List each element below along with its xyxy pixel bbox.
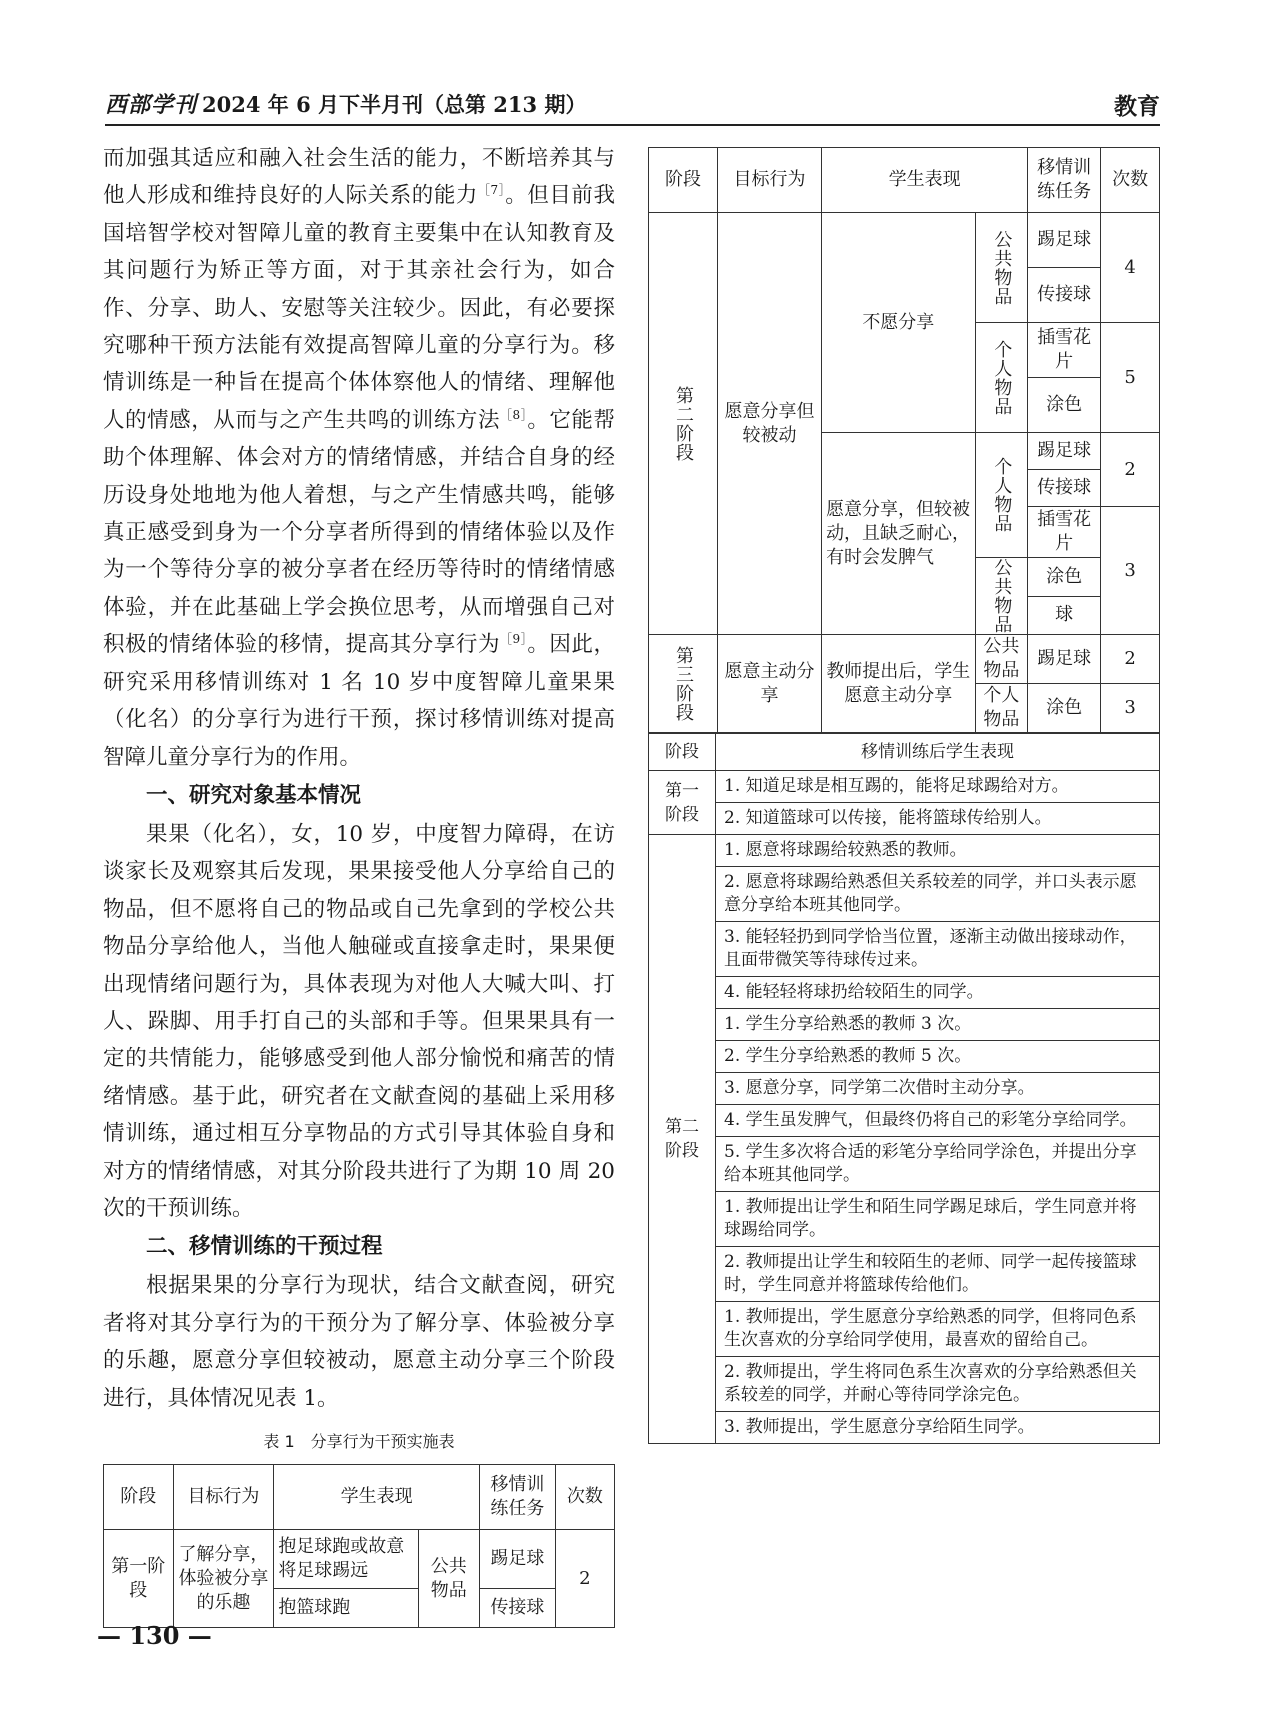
list-item: 4. 能轻轻将球扔给较陌生的同学。 bbox=[716, 977, 1160, 1009]
list-item: 2. 知道篮球可以传接，能将篮球传给别人。 bbox=[716, 803, 1160, 835]
list-item: 1. 教师提出让学生和陌生同学踢足球后，学生同意并将球踢给同学。 bbox=[716, 1192, 1160, 1247]
paragraph-2: 果果（化名），女，10 岁，中度智力障碍，在访谈家长及观察其后发现，果果接受他人分享给自己的物品，但不愿将自己的物品或自己先拿到的学校公共物品分享给他人，当他人触碰或直接拿走时，果果便出现情绪问题行为，具体表现为对他人大喊大叫、打人、跺脚、用手打自己的头部和手等。但果果具有一定的共情能力，能够感受到他人部分愉悦和痛苦的情绪情感。基于此，研究者在文献查阅的基础上采用移情训练，通过相互分享物品的方式引导其体验自身和对方的情绪情感，对其分阶段共进行了为期 10 周 20 次的干预训练。 bbox=[103, 821, 615, 1221]
table-row bbox=[649, 1009, 1160, 1041]
table-row bbox=[649, 1357, 1160, 1412]
performance-cell: 愿意分享，但较被动，且缺乏耐心，有时会发脾气 bbox=[822, 433, 976, 635]
task-cell: 涂色 bbox=[1028, 558, 1101, 597]
list-item: 3. 能轻轻扔到同学恰当位置，逐渐主动做出接球动作，且面带微笑等待球传过来。 bbox=[716, 922, 1160, 977]
header-count: 次数 bbox=[1101, 148, 1160, 213]
performance-cell: 抱足球跑或故意将足球踢远 bbox=[274, 1530, 418, 1589]
table-row bbox=[649, 1247, 1160, 1302]
header-performance: 移情训练后学生表现 bbox=[716, 734, 1160, 771]
header-count: 次数 bbox=[555, 1465, 614, 1530]
performance-cell: 教师提出后，学生愿意主动分享 bbox=[822, 635, 976, 733]
count-cell: 2 bbox=[1101, 433, 1160, 507]
section-heading-2: 二、移情训练的干预过程 bbox=[146, 1234, 383, 1260]
header-stage: 阶段 bbox=[649, 148, 718, 213]
count-cell: 3 bbox=[1101, 684, 1160, 733]
issue-info: 2024 年 6 月下半月刊（总第 213 期） bbox=[202, 92, 587, 117]
list-item: 1. 愿意将球踢给较熟悉的教师。 bbox=[716, 835, 1160, 867]
task-cell: 踢足球 bbox=[479, 1530, 555, 1589]
table-row bbox=[649, 1302, 1160, 1357]
table-1-part-2 bbox=[648, 147, 1160, 733]
table-row bbox=[649, 977, 1160, 1009]
table-row bbox=[649, 213, 1160, 268]
running-header bbox=[105, 88, 1160, 122]
task-cell: 踢足球 bbox=[1028, 635, 1101, 684]
stage-cell: 第一阶段 bbox=[104, 1530, 174, 1628]
item-type-cell: 公共物品 bbox=[975, 635, 1028, 684]
list-item: 5. 学生多次将合适的彩笔分享给同学涂色，并提出分享给本班其他同学。 bbox=[716, 1137, 1160, 1192]
list-item: 1. 学生分享给熟悉的教师 3 次。 bbox=[716, 1009, 1160, 1041]
task-cell: 传接球 bbox=[1028, 470, 1101, 507]
performance-cell: 抱篮球跑 bbox=[274, 1589, 418, 1628]
count-cell: 5 bbox=[1101, 323, 1160, 433]
header-task: 移情训练任务 bbox=[479, 1465, 555, 1530]
task-cell: 踢足球 bbox=[1028, 433, 1101, 470]
header-rule bbox=[105, 124, 1160, 126]
count-cell: 3 bbox=[1101, 507, 1160, 635]
list-item: 2. 教师提出让学生和较陌生的老师、同学一起传接篮球时，学生同意并将篮球传给他们。 bbox=[716, 1247, 1160, 1302]
table-1-part-1 bbox=[103, 1464, 615, 1628]
item-type-cell: 个人物品 bbox=[975, 323, 1028, 433]
stage-cell: 第三阶段 bbox=[649, 635, 718, 733]
count-cell: 2 bbox=[1101, 635, 1160, 684]
journal-logo: 西部学刊 bbox=[105, 92, 198, 118]
item-type-cell: 个人物品 bbox=[975, 433, 1028, 558]
count-cell: 4 bbox=[1101, 213, 1160, 323]
list-item: 2. 学生分享给熟悉的教师 5 次。 bbox=[716, 1041, 1160, 1073]
task-cell: 涂色 bbox=[1028, 378, 1101, 433]
item-type-cell: 个人物品 bbox=[975, 684, 1028, 733]
table-row bbox=[649, 867, 1160, 922]
table-row bbox=[649, 1105, 1160, 1137]
item-type-cell: 公共物品 bbox=[975, 213, 1028, 323]
stage-cell: 第二阶段 bbox=[649, 835, 716, 1444]
table-header-row bbox=[104, 1465, 615, 1530]
table-header-row bbox=[649, 734, 1160, 771]
header-performance: 学生表现 bbox=[822, 148, 1028, 213]
table-caption: 表 1 分享行为干预实施表 bbox=[263, 1432, 455, 1451]
header-performance: 学生表现 bbox=[274, 1465, 480, 1530]
task-cell: 传接球 bbox=[479, 1589, 555, 1628]
table-row bbox=[649, 635, 1160, 684]
task-cell: 球 bbox=[1028, 596, 1101, 635]
target-cell: 了解分享，体验被分享的乐趣 bbox=[173, 1530, 274, 1628]
header-task: 移情训练任务 bbox=[1028, 148, 1101, 213]
list-item: 3. 教师提出，学生愿意分享给陌生同学。 bbox=[716, 1412, 1160, 1444]
section-name: 教育 bbox=[1114, 93, 1160, 120]
list-item: 2. 教师提出，学生将同色系生次喜欢的分享给熟悉但关系较差的同学，并耐心等待同学涂完色。 bbox=[716, 1357, 1160, 1412]
paragraph-3: 根据果果的分享行为现状，结合文献查阅，研究者将对其分享行为的干预分为了解分享、体验被分享的乐趣，愿意分享但较被动，愿意主动分享三个阶段进行，具体情况见表 1。 bbox=[103, 1273, 615, 1411]
stage-cell: 第一阶段 bbox=[649, 771, 716, 835]
list-item: 4. 学生虽发脾气，但最终仍将自己的彩笔分享给同学。 bbox=[716, 1105, 1160, 1137]
stage-cell: 第二阶段 bbox=[649, 213, 718, 635]
task-cell: 踢足球 bbox=[1028, 213, 1101, 268]
task-cell: 插雪花片 bbox=[1028, 323, 1101, 378]
list-item: 1. 教师提出，学生愿意分享给熟悉的同学，但将同色系生次喜欢的分享给同学使用，最喜欢的留给自己。 bbox=[716, 1302, 1160, 1357]
task-cell: 插雪花片 bbox=[1028, 507, 1101, 558]
task-cell: 传接球 bbox=[1028, 268, 1101, 323]
header-stage: 阶段 bbox=[104, 1465, 174, 1530]
right-column bbox=[648, 147, 1160, 1444]
section-heading-1: 一、研究对象基本情况 bbox=[146, 782, 362, 808]
table-row bbox=[649, 803, 1160, 835]
list-item: 2. 愿意将球踢给熟悉但关系较差的同学，并口头表示愿意分享给本班其他同学。 bbox=[716, 867, 1160, 922]
table-1-part-3 bbox=[648, 733, 1160, 1444]
header-target: 目标行为 bbox=[718, 148, 822, 213]
table-header-row bbox=[649, 148, 1160, 213]
page-number: — 130 — bbox=[97, 1621, 212, 1650]
list-item: 3. 愿意分享，同学第二次借时主动分享。 bbox=[716, 1073, 1160, 1105]
table-row bbox=[649, 1137, 1160, 1192]
performance-cell: 不愿分享 bbox=[822, 213, 976, 433]
count-cell: 2 bbox=[555, 1530, 614, 1628]
item-type-cell: 公共物品 bbox=[975, 558, 1028, 635]
table-row bbox=[649, 922, 1160, 977]
table-row bbox=[649, 1073, 1160, 1105]
header-stage: 阶段 bbox=[649, 734, 716, 771]
header-target: 目标行为 bbox=[173, 1465, 274, 1530]
item-type-cell: 公共物品 bbox=[418, 1530, 479, 1628]
target-cell: 愿意分享但较被动 bbox=[718, 213, 822, 635]
table-row bbox=[649, 835, 1160, 867]
target-cell: 愿意主动分享 bbox=[718, 635, 822, 733]
table-row bbox=[649, 1041, 1160, 1073]
task-cell: 涂色 bbox=[1028, 684, 1101, 733]
table-row bbox=[649, 771, 1160, 803]
list-item: 1. 知道足球是相互踢的，能将足球踢给对方。 bbox=[716, 771, 1160, 803]
paragraph-1: 而加强其适应和融入社会生活的能力，不断培养其与他人形成和维持良好的人际关系的能力$^{[7]}$。但目前我国培智学校对智障儿童的教育主要集中在认知教育及其问题行为矫正等方面，对于其亲社会行为，如合作、分享、助人、安慰等关注较少。因此，有必要探究哪种干预方法能有效提高智障儿童的分享行为。移情训练是一种旨在提高个体体察他人的情绪、理解他人的情感，从而与之产生共鸣的训练方法$^{[8]}$。它能帮助个体理解、体会对方的情绪情感，并结合自身的经历设身处地地为他人着想，与之产生情感共鸣，能够真正感受到身为一个分享者所得到的情绪体验以及作为一个等待分享的被分享者在经历等待时的情绪情感体验，并在此基础上学会换位思考，从而增强自己对积极的情绪体验的移情，提高其分享行为$^{[9]}$。因此，研究采用移情训练对 1 名 10 岁中度智障儿童果果（化名）的分享行为进行干预，探讨移情训练对提高智障儿童分享行为的作用。 bbox=[103, 146, 615, 770]
table-row bbox=[649, 1412, 1160, 1444]
left-column bbox=[103, 140, 615, 1628]
table-row bbox=[649, 1192, 1160, 1247]
table-row bbox=[104, 1530, 615, 1589]
